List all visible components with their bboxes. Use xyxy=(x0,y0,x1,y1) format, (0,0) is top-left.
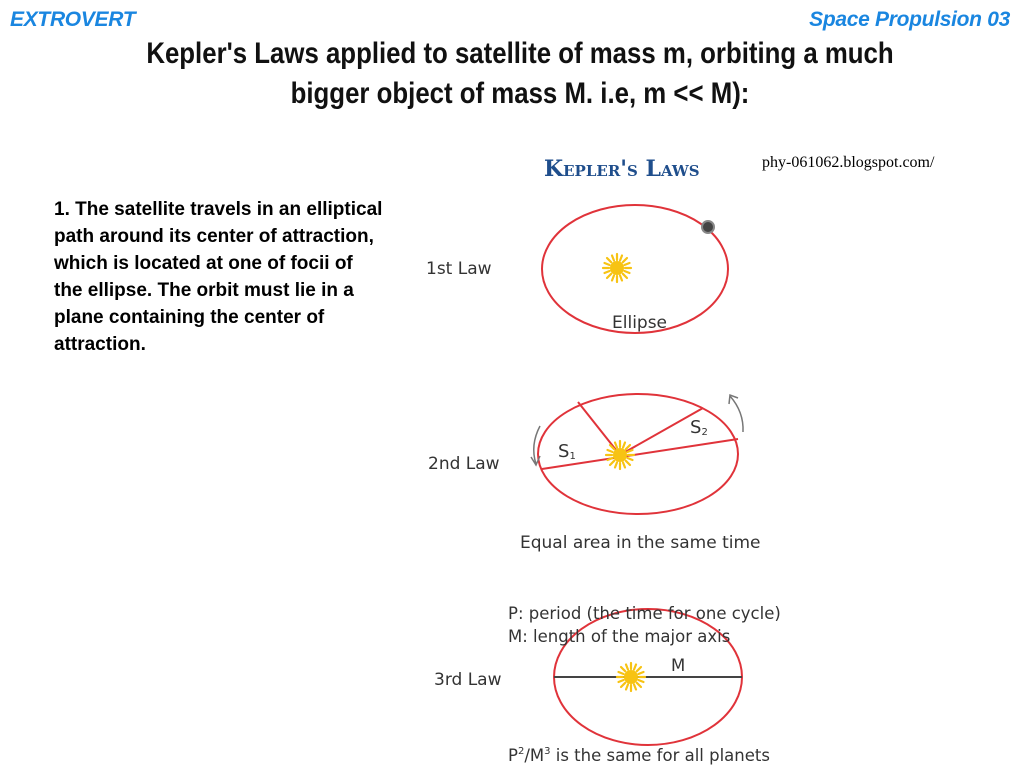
satellite-icon xyxy=(702,221,714,233)
law1-caption: Ellipse xyxy=(612,313,668,333)
law3-axis-definition: M: length of the major axis xyxy=(508,627,731,646)
law2-s2-label: S2 xyxy=(690,417,708,438)
image-source-credit: phy-061062.blogspot.com/ xyxy=(762,154,935,171)
page-title: Kepler's Laws applied to satellite of mass m, orbiting a much bigger object of mass M. i.e, m << M): xyxy=(146,37,894,110)
law2-motion-arrow-right xyxy=(729,395,743,432)
law2-label: 2nd Law xyxy=(428,454,500,474)
law2-sun-icon xyxy=(606,441,634,469)
law-description-text: 1. The satellite travels in an elliptical path around its center of attraction, which is located at one of focii of the ellipse. The orbit must lie in a plane containing the center of attraction. xyxy=(54,199,383,355)
header-right-label: Space Propulsion 03 xyxy=(809,8,1010,31)
law3-label: 3rd Law xyxy=(434,670,502,690)
figure-heading: Kepler's Laws xyxy=(544,156,700,182)
law3-formula: $P^2/M^3$ is the same for all planets xyxy=(508,746,770,765)
law3-sun-icon xyxy=(617,663,645,691)
law3-period-definition: P: period (the time for one cycle) xyxy=(508,604,781,623)
law2-sector-s1-edge xyxy=(578,402,620,455)
law1-sun-icon xyxy=(603,254,631,282)
law2-caption: Equal area in the same time xyxy=(520,533,761,553)
law2-s1-label: S1 xyxy=(558,441,576,462)
law3-axis-label: M xyxy=(671,656,686,675)
header-left-label: EXTROVERT xyxy=(10,8,136,31)
law1-label: 1st Law xyxy=(426,259,492,279)
